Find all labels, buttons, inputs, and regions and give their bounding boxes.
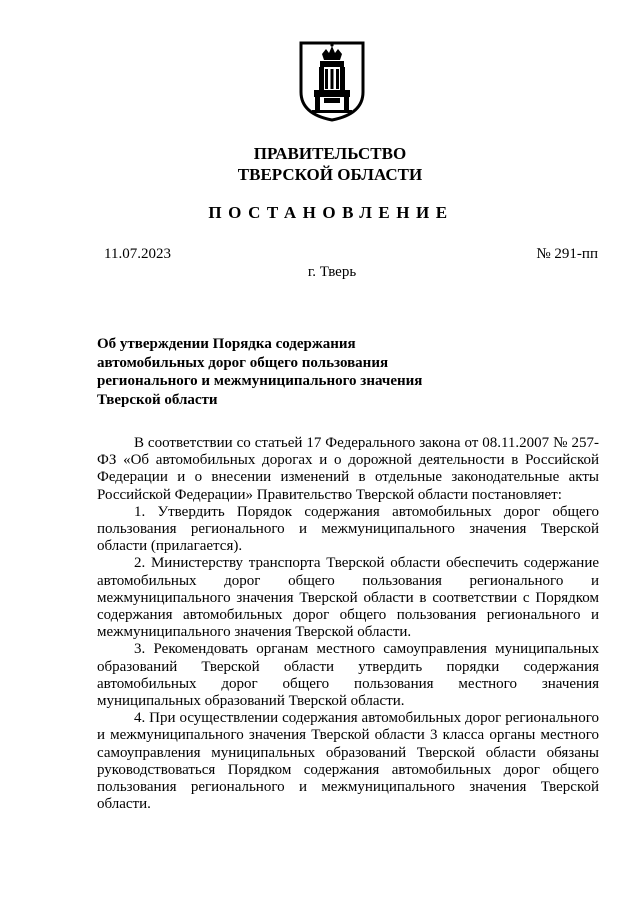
document-city: г. Тверь — [307, 264, 357, 280]
org-line-1: ПРАВИТЕЛЬСТВО — [253, 144, 407, 163]
subject-line-4: Тверской области — [97, 391, 218, 408]
document-body — [97, 435, 599, 813]
subject-line-3: регионального и межмуниципального значения — [97, 373, 423, 390]
paragraph-2: 2. Министерству транспорта Тверской области обеспечить содержание автомобильных дорог общего пользования регионального и межмуниципального значения Тверской области в соответствии с Порядком содержания автомобильных дорог общего пользования регионального и межмуниципального значения Тверской области. — [97, 555, 599, 641]
document-number: № 291-пп — [536, 246, 598, 262]
subject-line-2: автомобильных дорог общего пользования — [97, 354, 389, 371]
paragraph-1: 1. Утвердить Порядок содержания автомобильных дорог общего пользования регионального и межмуниципального значения Тверской области (прилагается). — [97, 503, 599, 555]
document-type: ПОСТАНОВЛЕНИЕ — [208, 203, 454, 222]
paragraph-4: 4. При осуществлении содержания автомобильных дорог регионального и межмуниципального значения Тверской области 3 класса органы местного самоуправления муниципальных образований Тверской области обязаны руководствоваться Порядком содержания автомобильных дорог общего пользования регионального и межмуниципального значения Тверской области. — [97, 710, 599, 813]
org-line-2: ТВЕРСКОЙ ОБЛАСТИ — [237, 165, 423, 184]
organization-name — [0, 143, 640, 185]
coat-of-arms-icon — [298, 40, 366, 122]
paragraph-3: 3. Рекомендовать органам местного самоуправления муниципальных образований Тверской области утвердить порядки содержания автомобильных дорог общего пользования местного значения муниципальных образований Тверской области. — [97, 641, 599, 710]
document-subject — [97, 335, 437, 409]
document-date: 11.07.2023 — [104, 246, 171, 262]
paragraph-preamble: В соответствии со статьей 17 Федерального закона от 08.11.2007 № 257-ФЗ «Об автомобильных дорогах и о дорожной деятельности в Российской Федерации и о внесении изменений в отдельные законодательные акты Российской Федерации» Правительство Тверской области постановляет: — [97, 435, 599, 503]
subject-line-1: Об утверждении Порядка содержания — [97, 336, 356, 352]
